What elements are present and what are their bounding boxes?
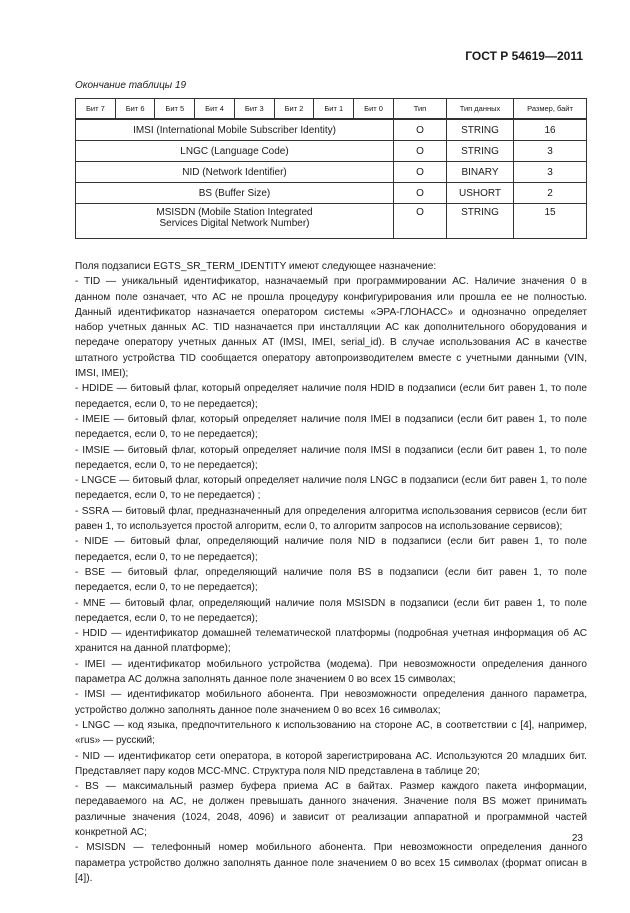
column-header: Бит 5 bbox=[155, 99, 195, 120]
size-cell: 2 bbox=[514, 183, 587, 204]
datatype-cell: USHORT bbox=[447, 183, 514, 204]
field-description-imsie: - IMSIE — битовый флаг, который определяет наличие поля IMSI в подзаписи (если бит равен 1, то поле передается, если 0, то не передается); bbox=[75, 444, 587, 471]
field-description-msisdn: - MSISDN — телефонный номер мобильного абонента. При невозможности определения данного параметра устройство должно заполнять данное поле значением 0 во всех 15 символах (формат описан в [4]). bbox=[75, 842, 587, 884]
type-cell: O bbox=[394, 204, 447, 239]
table-row bbox=[76, 119, 587, 141]
field-description-nide: - NIDE — битовый флаг, определяющий наличие поля NID в подзаписи (если бит равен 1, то поле передается, если 0, то не передается); bbox=[75, 536, 587, 563]
intro-paragraph: Поля подзаписи EGTS_SR_TERM_IDENTITY имеют следующее назначение: bbox=[75, 261, 437, 272]
size-cell: 3 bbox=[514, 162, 587, 183]
field-description-imsi: - IMSI — идентификатор мобильного абонента. При невозможности определения данного параметра, устройство должно заполнять данное поле значением 0 во всех 16 символах; bbox=[75, 689, 587, 716]
table-row bbox=[76, 183, 587, 204]
spec-table bbox=[75, 98, 587, 239]
page-number: 23 bbox=[571, 833, 583, 844]
document-standard-code: ГОСТ Р 54619—2011 bbox=[465, 49, 583, 63]
table-row bbox=[76, 141, 587, 162]
field-name-cell: BS (Buffer Size) bbox=[76, 183, 394, 204]
field-description-hdide: - HDIDE — битовый флаг, который определяет наличие поля HDID в подзаписи (если бит равен 1, то поле передается, если 0, то не передается); bbox=[75, 383, 587, 410]
size-cell: 16 bbox=[514, 119, 587, 141]
field-description-ssra: - SSRA — битовый флаг, предназначенный для определения алгоритма использования сервисов (если бит равен 1, то используется простой алгоритм, если 0, то алгоритм запросов на использование сервисов); bbox=[75, 505, 587, 533]
type-cell: O bbox=[394, 119, 447, 141]
field-description-hdid: - HDID — идентификатор домашней телематической платформы (подробная учетная информация об АС хранится на данной платформе); bbox=[75, 628, 587, 655]
column-header: Бит 4 bbox=[195, 99, 235, 120]
field-description-bs: - BS — максимальный размер буфера приема АС в байтах. Размер каждого пакета информации, передаваемого на АС, не должен превышать данного значения. Значение поля BS может принимать различные значения (1024, 2048, 4096) и зависит от реализации аппаратной и программной частей конкретной АС; bbox=[75, 781, 587, 838]
column-header: Бит 6 bbox=[115, 99, 155, 120]
field-description-imei: - IMEI — идентификатор мобильного устройства (модема). При невозможности определения данного параметра АС должна заполнять данное поле значением 0 во всех 15 символах; bbox=[75, 658, 587, 686]
field-description-lngc: - LNGC — код языка, предпочтительного к использованию на стороне АС, в соответствии с [4], например, «rus» — русский; bbox=[75, 719, 587, 747]
field-description-imeie: - IMEIE — битовый флаг, который определяет наличие поля IMEI в подзаписи (если бит равен 1, то поле передается, если 0, то не передается); bbox=[75, 413, 587, 441]
column-header: Бит 7 bbox=[76, 99, 116, 120]
column-header: Бит 0 bbox=[354, 99, 394, 120]
field-name-cell: IMSI (International Mobile Subscriber Identity) bbox=[76, 119, 394, 141]
column-header: Тип bbox=[394, 99, 447, 120]
field-description-tid: - TID — уникальный идентификатор, назначаемый при программировании АС. Наличие значения 0 в данном поле означает, что АС не прошла процедуру конфигурирования или прошла ее не полностью. Данный идентификатор назначается оператором системы «ЭРА-ГЛОНАСС» и однозначно определяет набор учетных данных АС. TID назначается при инсталляции АС как дополнительного оборудования и передаче оператору учетных данных АТ (IMSI, IMEI, serial_id). В случае использования АС в качестве штатного устройства TID сообщается оператору автопроизводителем вместе с учетными данными (VIN, IMSI, IMEI); bbox=[75, 276, 587, 380]
column-header: Бит 3 bbox=[234, 99, 274, 120]
type-cell: O bbox=[394, 141, 447, 162]
table-row bbox=[76, 162, 587, 183]
type-cell: O bbox=[394, 162, 447, 183]
type-cell: O bbox=[394, 183, 447, 204]
datatype-cell: BINARY bbox=[447, 162, 514, 183]
body-text bbox=[75, 259, 587, 886]
table-row bbox=[76, 204, 587, 239]
column-header: Бит 2 bbox=[274, 99, 314, 120]
field-description-lngce: - LNGCE — битовый флаг, который определяет наличие поля LNGC в подзаписи (если бит равен 1, то поле передается, если 0, то не передается) ; bbox=[75, 475, 587, 502]
table-header-row bbox=[76, 99, 587, 120]
column-header: Тип данных bbox=[447, 99, 514, 120]
field-description-nid: - NID — идентификатор сети оператора, в которой зарегистрирована АС. Используются 20 младших бит. Представляет пару кодов MCC-MNC. Структура поля NID представлена в таблице 20; bbox=[75, 750, 587, 777]
datatype-cell: STRING bbox=[447, 204, 514, 239]
size-cell: 15 bbox=[514, 204, 587, 239]
field-name-cell: NID (Network Identifier) bbox=[76, 162, 394, 183]
field-name-cell: LNGC (Language Code) bbox=[76, 141, 394, 162]
column-header: Бит 1 bbox=[314, 99, 354, 120]
field-description-bse: - BSE — битовый флаг, определяющий наличие поля BS в подзаписи (если бит равен 1, то поле передается, если 0, то не передается); bbox=[75, 566, 587, 594]
table-caption: Окончание таблицы 19 bbox=[75, 80, 187, 91]
field-description-mne: - MNE — битовый флаг, определяющий наличие поля MSISDN в подзаписи (если бит равен 1, то поле передается, если 0, то не передается); bbox=[75, 597, 587, 624]
column-header: Размер, байт bbox=[514, 99, 587, 120]
datatype-cell: STRING bbox=[447, 119, 514, 141]
datatype-cell: STRING bbox=[447, 141, 514, 162]
size-cell: 3 bbox=[514, 141, 587, 162]
field-name-cell: MSISDN (Mobile Station Integrated Services Digital Network Number) bbox=[76, 204, 394, 239]
